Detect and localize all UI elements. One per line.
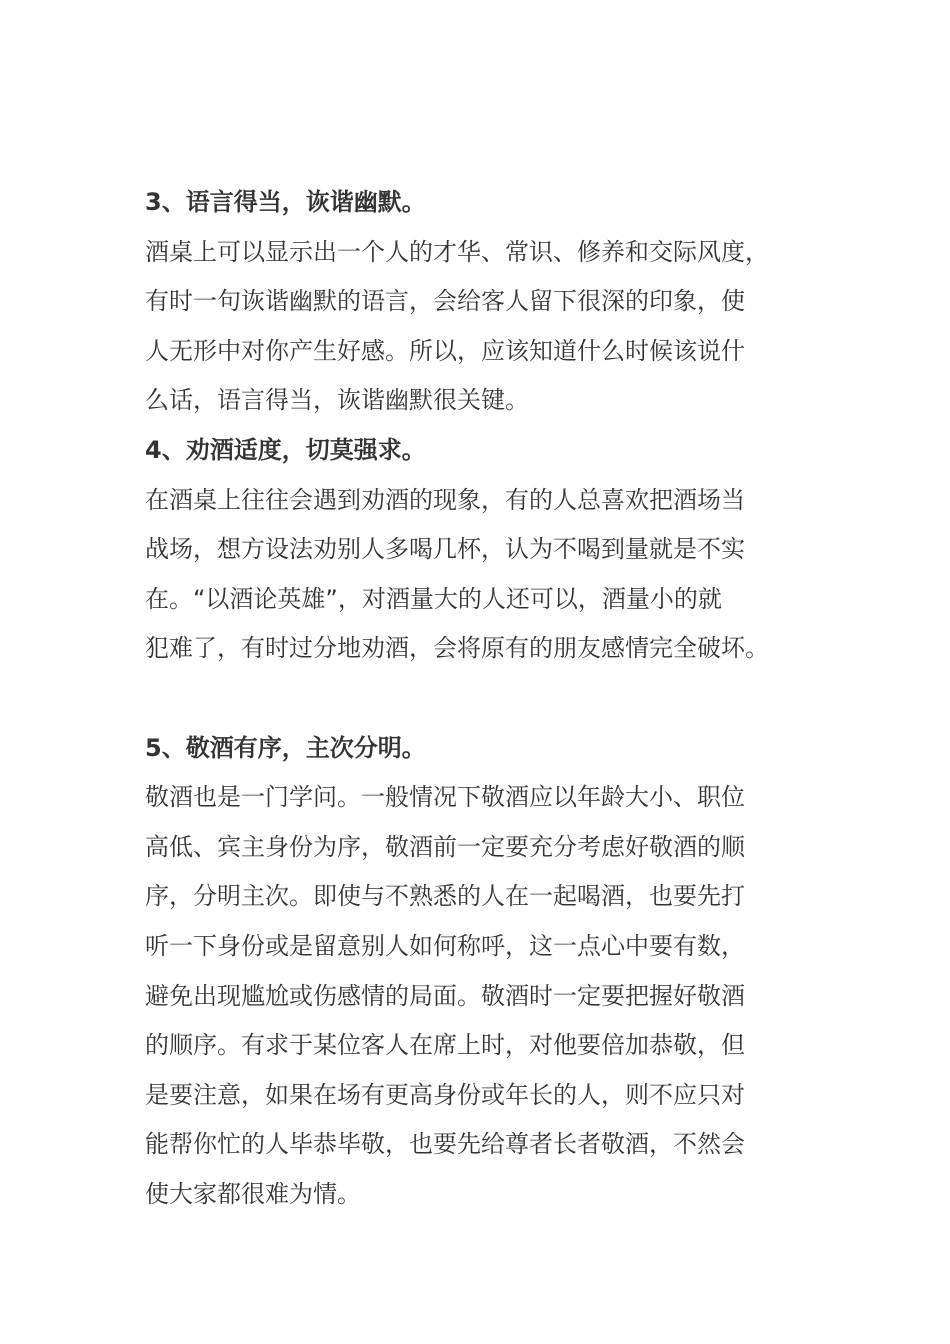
document-body bbox=[145, 178, 805, 1219]
blank-line bbox=[145, 674, 805, 724]
paragraph-line: 在酒桌上往往会遇到劝酒的现象，有的人总喜欢把酒场当 bbox=[145, 485, 745, 514]
paragraph-line: 避免出现尴尬或伤感情的局面。敬酒时一定要把握好敬酒 bbox=[145, 981, 745, 1010]
section-5 bbox=[145, 724, 805, 1220]
paragraph-line: 使大家都很难为情。 bbox=[145, 1179, 361, 1208]
paragraph-line: 战场，想方设法劝别人多喝几杯，认为不喝到量就是不实 bbox=[145, 535, 745, 564]
section-4 bbox=[145, 426, 805, 674]
section-3 bbox=[145, 178, 805, 426]
paragraph-line: 人无形中对你产生好感。所以，应该知道什么时候该说什 bbox=[145, 336, 745, 365]
paragraph-line: 有时一句诙谐幽默的语言，会给客人留下很深的印象，使 bbox=[145, 287, 745, 316]
section-heading: 4、劝酒适度，切莫强求。 bbox=[145, 435, 426, 464]
paragraph-line: 的顺序。有求于某位客人在席上时，对他要倍加恭敬，但 bbox=[145, 1031, 745, 1060]
paragraph-line: 犯难了，有时过分地劝酒，会将原有的朋友感情完全破坏。 bbox=[145, 634, 769, 663]
paragraph-line: 能帮你忙的人毕恭毕敬，也要先给尊者长者敬酒，不然会 bbox=[145, 1130, 745, 1159]
section-heading: 5、敬酒有序，主次分明。 bbox=[145, 733, 426, 762]
paragraph-line: 听一下身份或是留意别人如何称呼，这一点心中要有数， bbox=[145, 931, 745, 960]
section-heading: 3、语言得当，诙谐幽默。 bbox=[145, 188, 426, 216]
paragraph-line: 酒桌上可以显示出一个人的才华、常识、修养和交际风度， bbox=[145, 237, 769, 266]
paragraph-line: 序，分明主次。即使与不熟悉的人在一起喝酒，也要先打 bbox=[145, 882, 745, 911]
paragraph-line: 高低、宾主身份为序，敬酒前一定要充分考虑好敬酒的顺 bbox=[145, 832, 745, 861]
paragraph-line: 么话，语言得当，诙谐幽默很关键。 bbox=[145, 386, 529, 415]
paragraph-line: 敬酒也是一门学问。一般情况下敬酒应以年龄大小、职位 bbox=[145, 783, 745, 812]
paragraph-line: 在。“以酒论英雄”，对酒量大的人还可以，酒量小的就 bbox=[145, 584, 722, 613]
paragraph-line: 是要注意，如果在场有更高身份或年长的人，则不应只对 bbox=[145, 1080, 745, 1109]
